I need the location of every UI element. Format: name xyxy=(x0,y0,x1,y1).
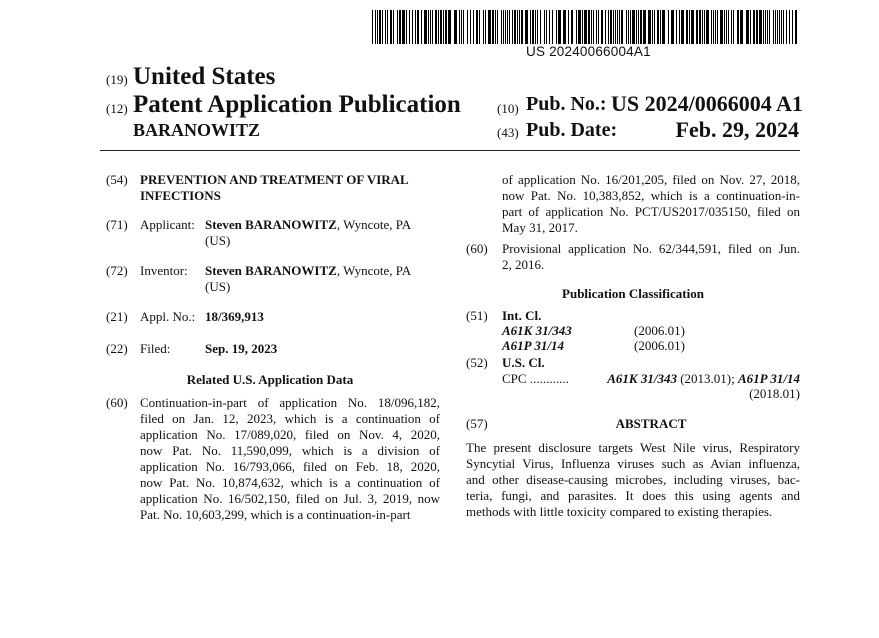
barcode-bar xyxy=(636,10,637,44)
barcode-bar xyxy=(750,10,751,44)
barcode-bar xyxy=(795,10,797,44)
barcode-bar xyxy=(399,10,401,44)
doc-type: Patent Application Publication xyxy=(133,91,461,118)
pub-date-label: Pub. Date: xyxy=(526,119,618,141)
text-line: Provisional application No. 62/344,591, filed on Jun. xyxy=(502,241,800,256)
barcode-bar xyxy=(617,10,618,44)
code-52: (52) xyxy=(466,355,488,370)
barcode-bar xyxy=(428,10,429,44)
barcode-bar xyxy=(492,10,494,44)
barcode-bar xyxy=(415,10,416,44)
barcode-bar xyxy=(765,10,766,44)
barcode-bar xyxy=(626,10,627,44)
barcode-bar xyxy=(440,10,442,44)
barcode-bar xyxy=(438,10,439,44)
code-54: (54) xyxy=(106,172,128,187)
int-cl-label: Int. Cl. xyxy=(502,308,542,323)
barcode-bar xyxy=(601,10,603,44)
code-60-left: (60) xyxy=(106,395,128,410)
barcode-bar xyxy=(756,10,758,44)
barcode-bar xyxy=(737,10,739,44)
barcode-bar xyxy=(379,10,381,44)
barcode-bar xyxy=(717,10,718,44)
code-12: (12) xyxy=(106,101,128,116)
barcode-bar xyxy=(696,10,698,44)
barcode-bar xyxy=(558,10,561,44)
barcode-bar xyxy=(552,10,553,44)
title-line: PREVENTION AND TREATMENT OF VIRAL xyxy=(140,172,409,187)
barcode-bar xyxy=(777,10,778,44)
barcode-bar xyxy=(537,10,538,44)
code-43: (43) xyxy=(497,125,519,140)
text-line: The present disclosure targets West Nile virus, Respiratory xyxy=(466,440,800,455)
barcode-bar xyxy=(759,10,762,44)
int-cl-code: A61P 31/14 xyxy=(502,338,564,353)
barcode-bar xyxy=(503,10,504,44)
applicant-location: , Wyncote, PA xyxy=(336,217,412,232)
barcode-bar xyxy=(654,10,655,44)
barcode-bar xyxy=(417,10,419,44)
barcode-bar xyxy=(505,10,506,44)
barcode-bar xyxy=(713,10,714,44)
barcode-bar xyxy=(753,10,755,44)
barcode-bar xyxy=(521,10,523,44)
text-line: filed on Jan. 12, 2023, which is a continuation of xyxy=(140,411,440,426)
code-22: (22) xyxy=(106,341,128,356)
title-line: INFECTIONS xyxy=(140,188,221,203)
barcode-bar xyxy=(424,10,427,44)
inventor-country: (US) xyxy=(205,279,231,294)
barcode-bar xyxy=(382,10,383,44)
inventor xyxy=(205,263,411,295)
text-line: now Pat. No. 11,590,099, which is a division of xyxy=(140,443,440,458)
barcode-bar xyxy=(610,10,612,44)
barcode-bar xyxy=(556,10,557,44)
barcode-bar xyxy=(454,10,457,44)
barcode-bar xyxy=(571,10,573,44)
barcode-bar xyxy=(461,10,462,44)
barcode-bar xyxy=(767,10,768,44)
cpc-codes xyxy=(607,371,800,387)
barcode-bar xyxy=(652,10,653,44)
title xyxy=(140,172,409,204)
barcode-bar xyxy=(535,10,536,44)
barcode-bar xyxy=(495,10,496,44)
barcode-bar xyxy=(412,10,413,44)
barcode-bar xyxy=(711,10,712,44)
text-line: methods with little toxicity compared to existing therapies. xyxy=(466,504,773,519)
barcode-bar xyxy=(563,10,566,44)
barcode-bar xyxy=(406,10,407,44)
cpc-dots: ............ xyxy=(529,371,569,386)
text-line: teria, fungi, and parasites. It does this using agents and xyxy=(466,488,800,503)
applicant xyxy=(205,217,411,249)
barcode-bar xyxy=(668,10,669,44)
pub-no: US 2024/0066004 A1 xyxy=(611,91,803,116)
text-line: Continuation-in-part of application No. 18/096,182, xyxy=(140,395,440,410)
applicant-label: Applicant: xyxy=(140,217,195,232)
appl-no-label: Appl. No.: xyxy=(140,309,196,324)
classification-heading: Publication Classification xyxy=(562,286,704,301)
barcode-bar xyxy=(409,10,410,44)
barcode-bar xyxy=(402,10,405,44)
barcode-bar xyxy=(435,10,437,44)
barcode-bar xyxy=(724,10,725,44)
abstract-heading: ABSTRACT xyxy=(615,416,687,431)
barcode-bar xyxy=(546,10,547,44)
barcode-bar xyxy=(676,10,677,44)
barcode-bar xyxy=(463,10,464,44)
barcode-bar xyxy=(576,10,577,44)
barcode-bar xyxy=(372,10,373,44)
barcode-bar xyxy=(507,10,508,44)
barcode-bar xyxy=(517,10,518,44)
barcode-bar xyxy=(430,10,431,44)
barcode-bar xyxy=(704,10,705,44)
barcode-bar xyxy=(679,10,680,44)
barcode-bar xyxy=(691,10,694,44)
filed-date: Sep. 19, 2023 xyxy=(205,341,278,356)
barcode-bar xyxy=(476,10,478,44)
barcode-bar xyxy=(385,10,386,44)
text-line: Syncytial Virus, Influenza viruses such as Avian influenza, xyxy=(466,456,800,471)
barcode-bar xyxy=(540,10,541,44)
cpc-line xyxy=(502,371,569,387)
barcode-bar xyxy=(720,10,723,44)
barcode-bar xyxy=(483,10,484,44)
barcode-bar xyxy=(660,10,661,44)
appl-no: 18/369,913 xyxy=(205,309,264,324)
pub-date: Feb. 29, 2024 xyxy=(675,117,799,142)
barcode-bar xyxy=(630,10,631,44)
barcode-bar xyxy=(763,10,764,44)
barcode-bar xyxy=(702,10,703,44)
barcode-bar xyxy=(740,10,743,44)
barcode-bar xyxy=(726,10,727,44)
barcode-bar xyxy=(786,10,787,44)
barcode-bar xyxy=(686,10,688,44)
barcode-bar xyxy=(699,10,701,44)
barcode-bar xyxy=(681,10,684,44)
int-cl-date: (2006.01) xyxy=(634,323,685,338)
barcode-bar xyxy=(578,10,581,44)
barcode-bar xyxy=(733,10,734,44)
pub-no-label: Pub. No.: xyxy=(526,93,607,115)
inventor-name: Steven BARANOWITZ xyxy=(205,263,337,278)
text-line: application No. 17/089,020, filed on Nov. 4, 2020, xyxy=(140,427,440,442)
barcode-bar xyxy=(640,10,642,44)
cpc-label: CPC xyxy=(502,371,527,386)
barcode-bar xyxy=(613,10,614,44)
text-line: and other disease-causing microbes, including viruses, bac- xyxy=(466,472,800,487)
barcode-bar xyxy=(387,10,388,44)
barcode-bar xyxy=(671,10,674,44)
barcode-bar xyxy=(514,10,516,44)
barcode-bar xyxy=(605,10,606,44)
barcode-bar xyxy=(584,10,587,44)
code-51: (51) xyxy=(466,308,488,323)
barcode-bar xyxy=(619,10,620,44)
barcode-bar xyxy=(715,10,716,44)
barcode-bar xyxy=(662,10,665,44)
inventor-location: , Wyncote, PA xyxy=(336,263,412,278)
barcode-bar xyxy=(628,10,629,44)
barcode-bar xyxy=(544,10,545,44)
barcode-bar xyxy=(706,10,709,44)
barcode-bar xyxy=(593,10,594,44)
barcode-bar xyxy=(397,10,398,44)
int-cl-date: (2006.01) xyxy=(634,338,685,353)
barcode-bar xyxy=(549,10,550,44)
barcode-bar xyxy=(488,10,491,44)
barcode-bar xyxy=(568,10,569,44)
barcode-bar xyxy=(525,10,528,44)
inventor-surname: BARANOWITZ xyxy=(133,120,261,140)
text-line: now Pat. No. 10,383,852, which is a continuation-in- xyxy=(502,188,800,203)
barcode-bar xyxy=(532,10,534,44)
text-line: now Pat. No. 10,874,632, which is a continuation of xyxy=(140,475,440,490)
barcode-bar xyxy=(792,10,793,44)
code-71: (71) xyxy=(106,217,128,232)
int-cl-code: A61K 31/343 xyxy=(502,323,572,338)
barcode-bar xyxy=(393,10,394,44)
barcode-bar xyxy=(390,10,392,44)
filed-label: Filed: xyxy=(140,341,171,356)
text-line: application No. 16/793,066, filed on Feb. 18, 2020, xyxy=(140,459,440,474)
abstract-text xyxy=(466,440,800,520)
barcode-bar xyxy=(509,10,510,44)
barcode-bar xyxy=(459,10,460,44)
barcode-bar xyxy=(657,10,659,44)
barcode-bar xyxy=(621,10,623,44)
barcode xyxy=(372,10,800,44)
barcode-bar xyxy=(598,10,599,44)
barcode-bar xyxy=(591,10,592,44)
code-72: (72) xyxy=(106,263,128,278)
continuation-text xyxy=(502,172,800,236)
country: United States xyxy=(133,63,276,90)
barcode-bar xyxy=(445,10,447,44)
text-line: of application No. 16/201,205, filed on Nov. 27, 2018, xyxy=(502,172,800,187)
barcode-bar xyxy=(775,10,776,44)
barcode-number: US 20240066004A1 xyxy=(526,44,651,59)
barcode-bar xyxy=(728,10,729,44)
barcode-bar xyxy=(783,10,784,44)
inventor-label: Inventor: xyxy=(140,263,188,278)
barcode-bar xyxy=(596,10,597,44)
barcode-bar xyxy=(421,10,422,44)
applicant-name: Steven BARANOWITZ xyxy=(205,217,337,232)
barcode-bar xyxy=(497,10,498,44)
barcode-bar xyxy=(377,10,378,44)
barcode-bar xyxy=(779,10,780,44)
barcode-bar xyxy=(473,10,474,44)
barcode-bar xyxy=(479,10,480,44)
barcode-bar xyxy=(588,10,590,44)
header-rule xyxy=(100,150,800,151)
text-line: application No. 16/502,150, filed on Jul. 3, 2019, now xyxy=(140,491,440,506)
barcode-bar xyxy=(773,10,774,44)
barcode-bar xyxy=(432,10,433,44)
applicant-country: (US) xyxy=(205,233,231,248)
text-line: May 31, 2017. xyxy=(502,220,578,235)
cpc-code: A61K 31/343 xyxy=(607,371,677,386)
related-heading: Related U.S. Application Data xyxy=(186,372,354,387)
barcode-bar xyxy=(443,10,444,44)
code-57: (57) xyxy=(466,416,488,431)
code-21: (21) xyxy=(106,309,128,324)
code-10: (10) xyxy=(497,101,519,116)
barcode-bar xyxy=(448,10,451,44)
barcode-bar xyxy=(643,10,646,44)
provisional-application xyxy=(502,241,800,273)
barcode-bar xyxy=(485,10,486,44)
barcode-bar xyxy=(582,10,583,44)
related-application-data xyxy=(140,395,440,523)
us-cl-label: U.S. Cl. xyxy=(502,355,545,370)
barcode-bar xyxy=(781,10,782,44)
cpc-date: (2018.01) xyxy=(749,386,800,401)
barcode-bar xyxy=(689,10,690,44)
barcode-bar xyxy=(375,10,376,44)
text-line: 2, 2016. xyxy=(502,257,545,272)
code-60-right: (60) xyxy=(466,241,488,256)
barcode-bar xyxy=(632,10,635,44)
barcode-bar xyxy=(615,10,616,44)
code-19: (19) xyxy=(106,72,128,87)
cpc-date: (2013.01); xyxy=(680,371,735,386)
barcode-bar xyxy=(519,10,520,44)
barcode-bar xyxy=(512,10,513,44)
barcode-bar xyxy=(638,10,639,44)
barcode-bar xyxy=(789,10,790,44)
barcode-bar xyxy=(501,10,502,44)
barcode-bar xyxy=(769,10,770,44)
barcode-bar xyxy=(530,10,531,44)
text-line: part of application No. PCT/US2017/035150, filed on xyxy=(502,204,800,219)
text-line: Pat. No. 10,603,299, which is a continuation-in-part xyxy=(140,507,411,522)
barcode-bar xyxy=(746,10,749,44)
cpc-code: A61P 31/14 xyxy=(738,371,800,386)
barcode-bar xyxy=(470,10,471,44)
barcode-bar xyxy=(648,10,651,44)
barcode-bar xyxy=(608,10,609,44)
barcode-bar xyxy=(731,10,732,44)
barcode-bar xyxy=(467,10,468,44)
